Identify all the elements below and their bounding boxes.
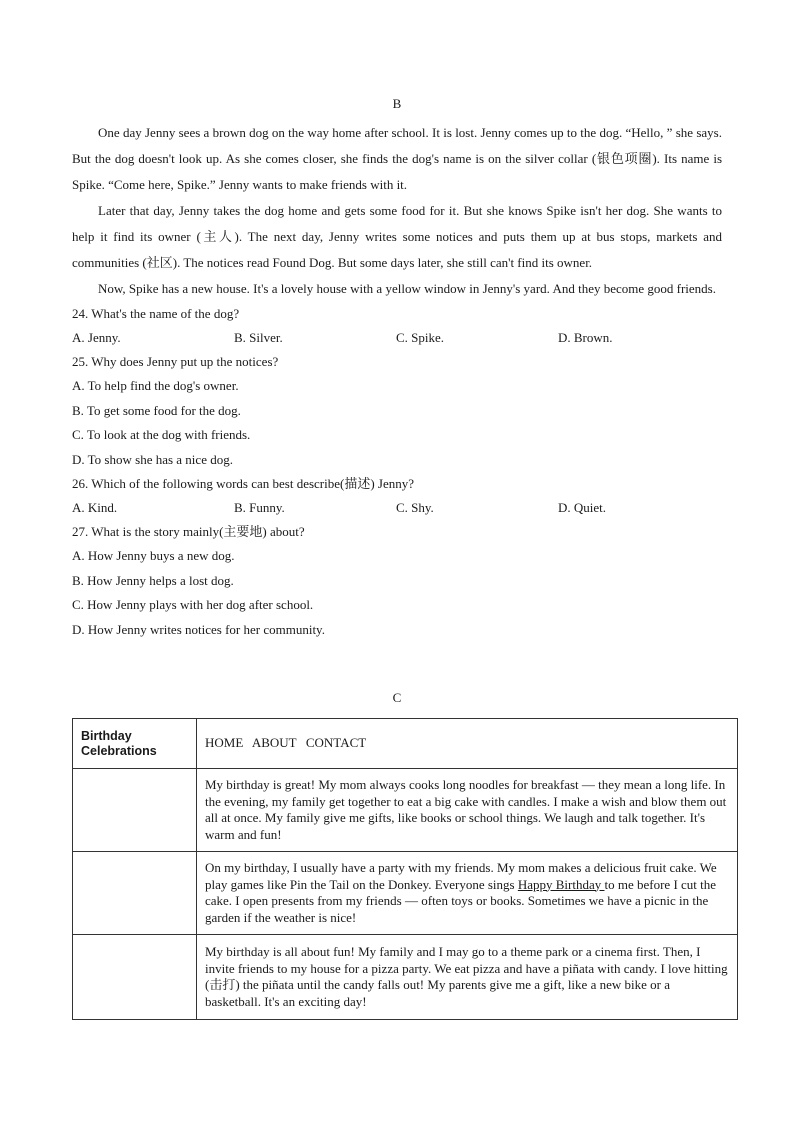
table-row [73, 852, 738, 935]
question-24 [72, 302, 722, 350]
passage-paragraph-1: One day Jenny sees a brown dog on the way home after school. It is lost. Jenny comes up to the dog. “Hello, ” she says. But the dog doesn't look up. As she comes closer, she finds the dog's name is on the silver collar (银色项圈). Its name is Spike. “Come here, Spike.” Jenny wants to make friends with it. [72, 125, 722, 192]
site-title-line-2: Celebrations [81, 743, 157, 758]
empty-cell [73, 935, 197, 1020]
option-a: A. To help find the dog's owner. [72, 378, 239, 393]
song-title: Happy Birthday [517, 876, 605, 892]
section-c-title: C [392, 690, 402, 705]
table-header-row [73, 719, 738, 769]
option-a: A. Jenny. [72, 330, 121, 345]
birthday-celebrations-table [72, 718, 738, 1020]
table-row [73, 769, 738, 852]
question-stem: 27. What is the story mainly(主要地) about? [72, 524, 305, 539]
table-row [73, 935, 738, 1020]
question-stem: 25. Why does Jenny put up the notices? [72, 354, 279, 369]
row-text [197, 852, 738, 935]
row-text: My birthday is all about fun! My family and I may go to a theme park or a cinema first. Then, I invite friends to my house for a pizza party. We eat pizza and have a piñata with candy. I love hitting (击打) the piñata until the candy falls out! My parents give me a gift, like a new bike or a basketball. It's an exciting day! [197, 935, 738, 1020]
nav-about[interactable]: ABOUT [251, 735, 297, 751]
option-a: A. How Jenny buys a new dog. [72, 548, 235, 563]
option-c: C. Shy. [396, 500, 434, 515]
option-c: C. How Jenny plays with her dog after school. [72, 597, 314, 612]
passage-paragraph-2: Later that day, Jenny takes the dog home and gets some food for it. But she knows Spike isn't her dog. She wants to help it find its owner (主人). The next day, Jenny writes some notices and puts them up at bus stops, markets and communities (社区). The notices read Found Dog. But some days later, she still can't find its owner. [72, 203, 722, 270]
empty-cell [73, 769, 197, 852]
empty-cell [73, 852, 197, 935]
question-25 [72, 350, 722, 472]
option-d: D. How Jenny writes notices for her community. [72, 621, 325, 637]
option-b: B. To get some food for the dog. [72, 402, 241, 418]
question-options [72, 326, 722, 350]
section-b-title: B [392, 96, 402, 111]
nav-home[interactable]: HOME [205, 735, 244, 751]
row-text-part: to me before I cut the cake. I open presents from my friends — often toys or books. Sometimes we have a picnic in the garden if the weather is nice! [205, 876, 717, 925]
row-text: My birthday is great! My mom always cooks long noodles for breakfast — they mean a long life. In the evening, my family get together to eat a big cake with candles. I make a wish and blow them out all at once. My family give me gifts, like books or school things. We laugh and talk together. It's warm and fun! [197, 769, 738, 852]
section-b [72, 96, 722, 642]
option-a: A. Kind. [72, 500, 118, 515]
option-b: B. Funny. [234, 500, 285, 515]
nav-bar [197, 719, 738, 769]
question-stem: 24. What's the name of the dog? [72, 306, 240, 321]
question-options [72, 496, 722, 520]
nav-contact[interactable]: CONTACT [305, 735, 367, 751]
passage-paragraph-3: Now, Spike has a new house. It's a lovely house with a yellow window in Jenny's yard. And they become good friends. [98, 281, 716, 296]
site-title-cell [73, 719, 197, 769]
question-26 [72, 472, 722, 520]
row-text-part: On my birthday, I usually have a party with my friends. My mom makes a delicious fruit cake. We play games like Pin the Tail on the Donkey. Everyone sings [205, 860, 717, 892]
option-b: B. How Jenny helps a lost dog. [72, 572, 234, 588]
option-c: C. Spike. [396, 330, 445, 345]
site-title-line-1: Birthday [81, 728, 132, 743]
question-27 [72, 520, 722, 642]
option-d: D. Quiet. [558, 500, 607, 515]
question-stem: 26. Which of the following words can best describe(描述) Jenny? [72, 476, 415, 491]
option-b: B. Silver. [234, 330, 283, 345]
option-d: D. Brown. [558, 330, 613, 345]
option-c: C. To look at the dog with friends. [72, 427, 251, 442]
option-d: D. To show she has a nice dog. [72, 451, 233, 467]
site-title [81, 729, 188, 759]
